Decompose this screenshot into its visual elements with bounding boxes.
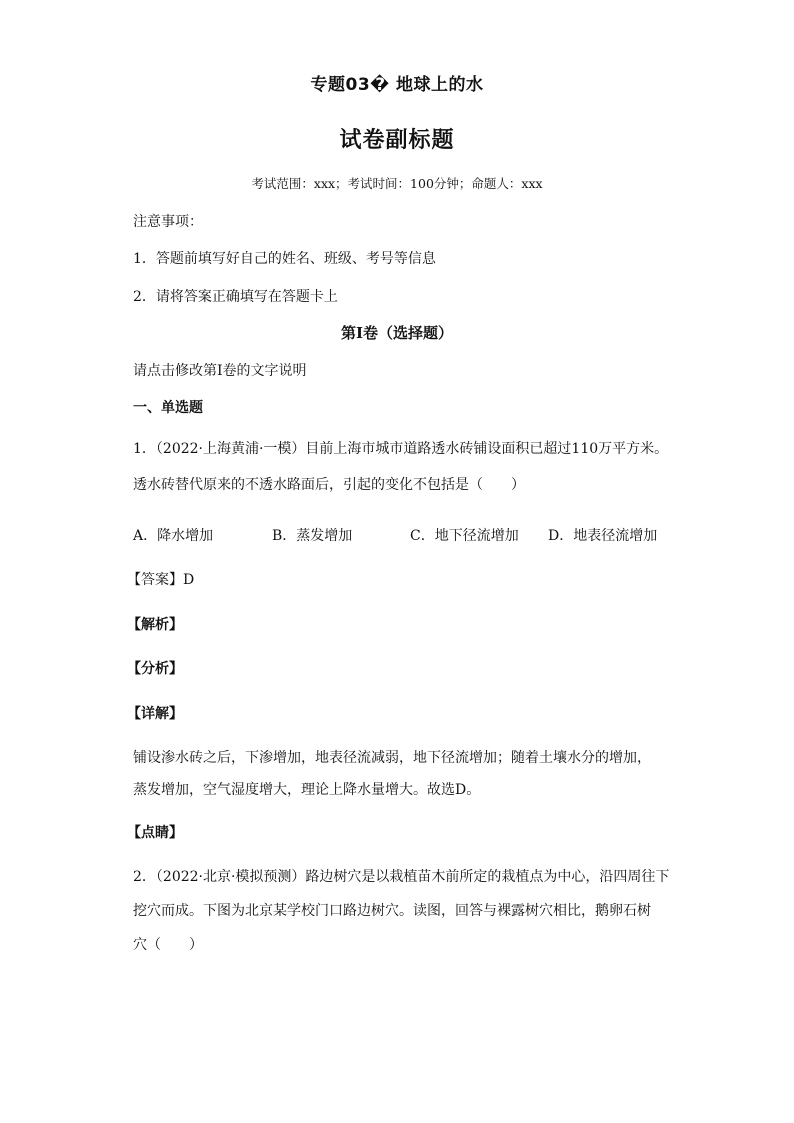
volume-title: 第I卷（选择题）	[340, 324, 454, 342]
q2-stem-line3: 穴（ ）	[133, 937, 203, 953]
document-subtitle: 试卷副标题	[339, 128, 455, 153]
notice-heading: 注意事项：	[133, 214, 203, 230]
volume-description: 请点击修改第I卷的文字说明	[133, 363, 307, 379]
q2-stem-line2: 挖穴而成。下图为北京某学校门口路边树穴。读图，回答与裸露树穴相比，鹅卵石树	[133, 903, 651, 919]
q1-option-a: A．降水增加	[133, 528, 214, 544]
q1-stem-line2: 透水砖替代原来的不透水路面后，引起的变化不包括是（ ）	[133, 477, 525, 493]
q1-option-b: B．蒸发增加	[272, 528, 353, 544]
q2-stem-line1: 2．（2022·北京·模拟预测）路边树穴是以栽植苗木前所定的栽植点为中心，沿四周往下	[133, 869, 670, 885]
q1-detail-line2: 蒸发增加，空气湿度增大，理论上降水量增大。故选D。	[133, 782, 481, 798]
q1-stem-line1: 1．（2022·上海黄浦·一模）目前上海市城市道路透水砖铺设面积已超过110万平方米。	[133, 441, 669, 457]
q1-detail-label: 【详解】	[127, 706, 183, 722]
q1-comment-label: 【点睛】	[127, 825, 183, 841]
document-title: 专题03� 地球上的水	[310, 75, 484, 95]
q1-fenxi-label: 【分析】	[127, 661, 183, 677]
q1-detail-line1: 铺设渗水砖之后，下渗增加，地表径流减弱，地下径流增加；随着土壤水分的增加，	[133, 750, 651, 766]
q1-option-d: D．地表径流增加	[548, 528, 658, 544]
notice-item-2: 2．请将答案正确填写在答题卡上	[133, 289, 338, 305]
exam-info: 考试范围：xxx；考试时间：100分钟；命题人：xxx	[251, 176, 543, 191]
section-title: 一、单选题	[133, 400, 203, 416]
notice-item-1: 1．答题前填写好自己的姓名、班级、考号等信息	[133, 251, 436, 267]
q1-answer: 【答案】D	[127, 572, 195, 588]
q1-option-c: C．地下径流增加	[410, 528, 519, 544]
q1-analysis-label: 【解析】	[127, 617, 183, 633]
